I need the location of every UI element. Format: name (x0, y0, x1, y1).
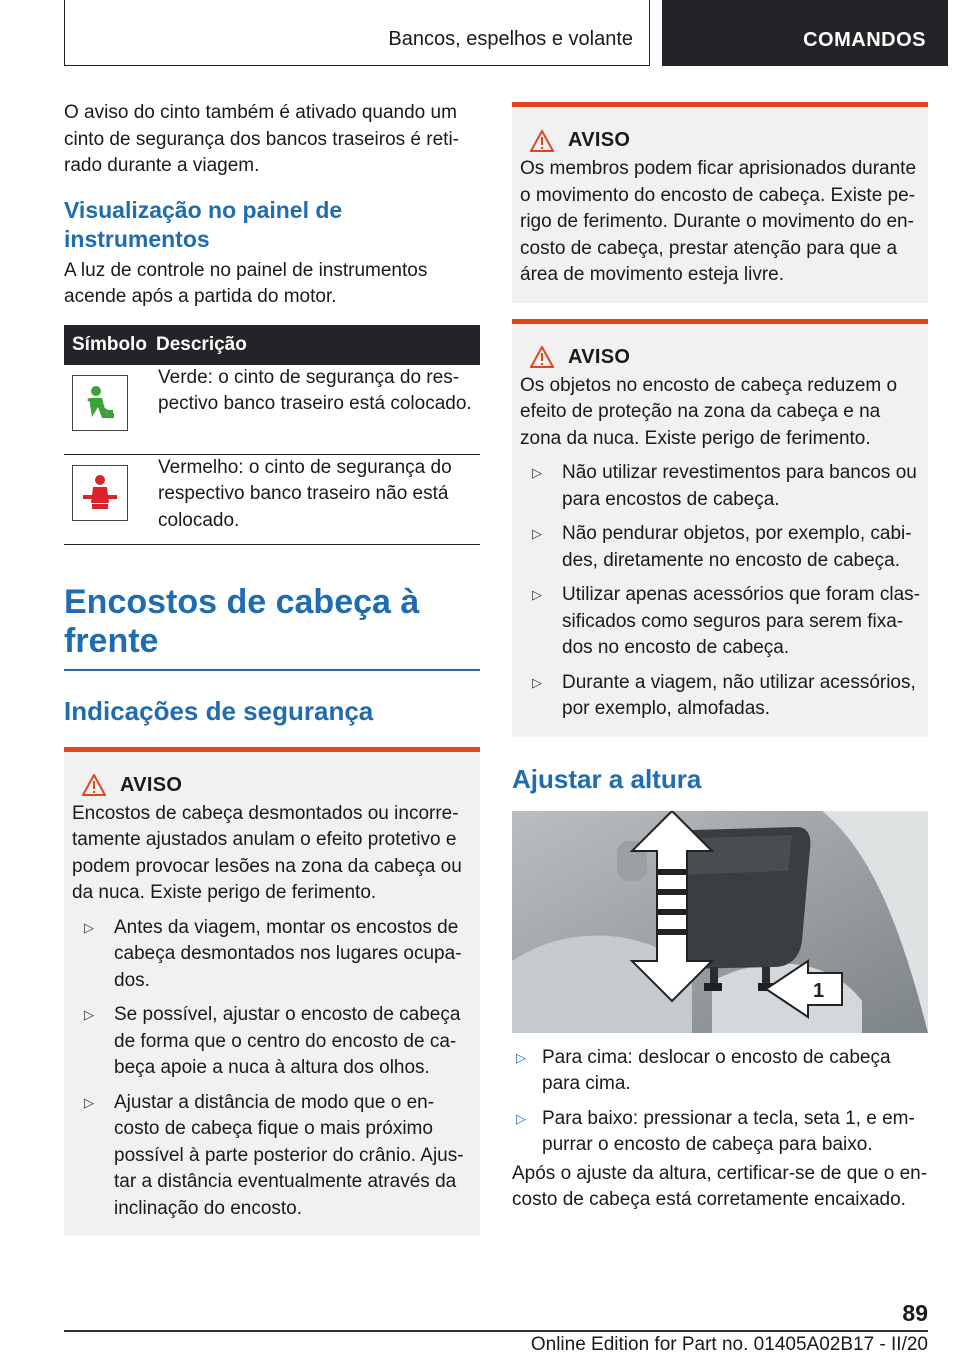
warning-triangle-icon (530, 346, 554, 368)
warning-list (520, 460, 920, 723)
warning-box (512, 319, 928, 737)
subheading-instrument-panel: Visualização no painel de instrumentos (64, 196, 343, 252)
triangle-bullet-icon: ▷ (532, 526, 542, 541)
warning-triangle-icon (82, 774, 106, 796)
subheading-text: A luz de controle no painel de instrumentos acende após a partida do motor. (64, 259, 428, 307)
triangle-bullet-icon: ▷ (84, 919, 94, 935)
list-item: ▷ Não pendurar objetos, por exemplo, cabides, diretamente no encosto de cabeça. (532, 523, 912, 571)
table-header-description: Descrição (156, 333, 247, 355)
triangle-bullet-icon: ▷ (516, 1049, 526, 1065)
list-item: ▷ Se possível, ajustar o encosto de cabeça de forma que o centro do encosto de cabeça apoie a nuca à altura dos olhos. (84, 1004, 461, 1078)
list-item: ▷ Durante a viagem, não utilizar acessórios, por exemplo, almofadas. (532, 671, 916, 719)
adjust-list (512, 1045, 928, 1159)
table-cell-description: Vermelho: o cinto de segurança do respectivo banco traseiro não está colocado. (158, 456, 452, 531)
chapter-title: Bancos, espelhos e volante (388, 28, 633, 50)
warning-box (512, 102, 928, 303)
footer-edition: Online Edition for Part no. 01405A02B17 - II/20 (530, 1334, 928, 1355)
triangle-bullet-icon: ▷ (84, 1094, 94, 1110)
symbol-table (64, 325, 480, 545)
warning-box (64, 747, 480, 1237)
table-row (64, 365, 480, 455)
headrest-illustration (512, 811, 928, 1033)
list-item: ▷ Antes da viagem, montar os encostos de cabeça desmontados nos lugares ocupados. (84, 916, 462, 991)
table-cell-symbol (64, 365, 156, 454)
header-chapter-tab (64, 0, 650, 66)
warning-title: AVISO (520, 346, 920, 369)
footer-rule (64, 1330, 928, 1332)
triangle-bullet-icon: ▷ (532, 465, 542, 480)
triangle-bullet-icon: ▷ (532, 587, 542, 602)
seatbelt-green-icon (72, 375, 128, 431)
left-column (64, 100, 480, 1236)
list-item: ▷ Utilizar apenas acessórios que foram classificados como seguros para serem fixados no encosto de cabeça. (532, 584, 920, 658)
seatbelt-red-icon (72, 465, 128, 521)
warning-text: Os objetos no encosto de cabeça reduzem o efeito de proteção na zona da cabeça e na zona da nuca. Existe perigo de ferimento. (520, 374, 898, 449)
triangle-bullet-icon: ▷ (516, 1110, 526, 1126)
triangle-bullet-icon: ▷ (84, 1007, 94, 1022)
section-title: COMANDOS (803, 29, 926, 51)
list-item: ▷ Para cima: deslocar o encosto de cabeça para cima. (516, 1046, 891, 1094)
table-cell-description: Verde: o cinto de segurança do respectivo banco traseiro está colocado. (158, 366, 472, 414)
list-item: ▷ Ajustar a distância de modo que o encosto de cabeça fique o mais próximo possível à parte posterior do crânio. Ajustar a distância eventualmente através da inclinação do encosto. (84, 1091, 464, 1219)
table-cell-symbol (64, 455, 156, 544)
heading-rule (64, 669, 480, 671)
warning-title: AVISO (72, 774, 472, 797)
list-item: ▷ Para baixo: pressionar a tecla, seta 1, e empurrar o encosto de cabeça para baixo. (516, 1107, 915, 1155)
warning-triangle-icon (530, 130, 554, 152)
warning-list (72, 915, 472, 1223)
right-column (512, 100, 928, 1214)
list-item: ▷ Não utilizar revestimentos para bancos ou para encostos de cabeça. (532, 462, 917, 510)
callout-number: 1 (813, 979, 825, 1002)
warning-text: Encostos de cabeça desmontados ou incorretamente ajustados anulam o efeito protetivo e podem provocar lesões na zona da cabeça ou da nuca. Existe perigo de ferimento. (72, 802, 462, 903)
section-heading: Encostos de cabeça à frente (64, 582, 420, 660)
safety-heading: Indicações de segurança (64, 695, 374, 726)
triangle-bullet-icon: ▷ (532, 674, 542, 690)
page-number: 89 (902, 1300, 928, 1326)
table-row (64, 455, 480, 545)
table-header-symbol: Símbolo (72, 333, 147, 355)
warning-text: Os membros podem ficar aprisionados durante o movimento do encosto de cabeça. Existe perigo de ferimento. Durante o movimento do encosto de cabeça, prestar atenção para que a área de movimento esteja livre. (520, 158, 917, 285)
table-header (64, 325, 480, 365)
adjust-height-heading: Ajustar a altura (512, 763, 702, 794)
warning-title: AVISO (520, 129, 920, 152)
closing-paragraph: Após o ajuste da altura, certificar-se de que o encosto de cabeça está corretamente encaixado. (512, 1162, 928, 1210)
header-section-tab (662, 0, 948, 66)
intro-paragraph: O aviso do cinto também é ativado quando um cinto de segurança dos bancos traseiros é retirado durante a viagem. (64, 102, 459, 176)
